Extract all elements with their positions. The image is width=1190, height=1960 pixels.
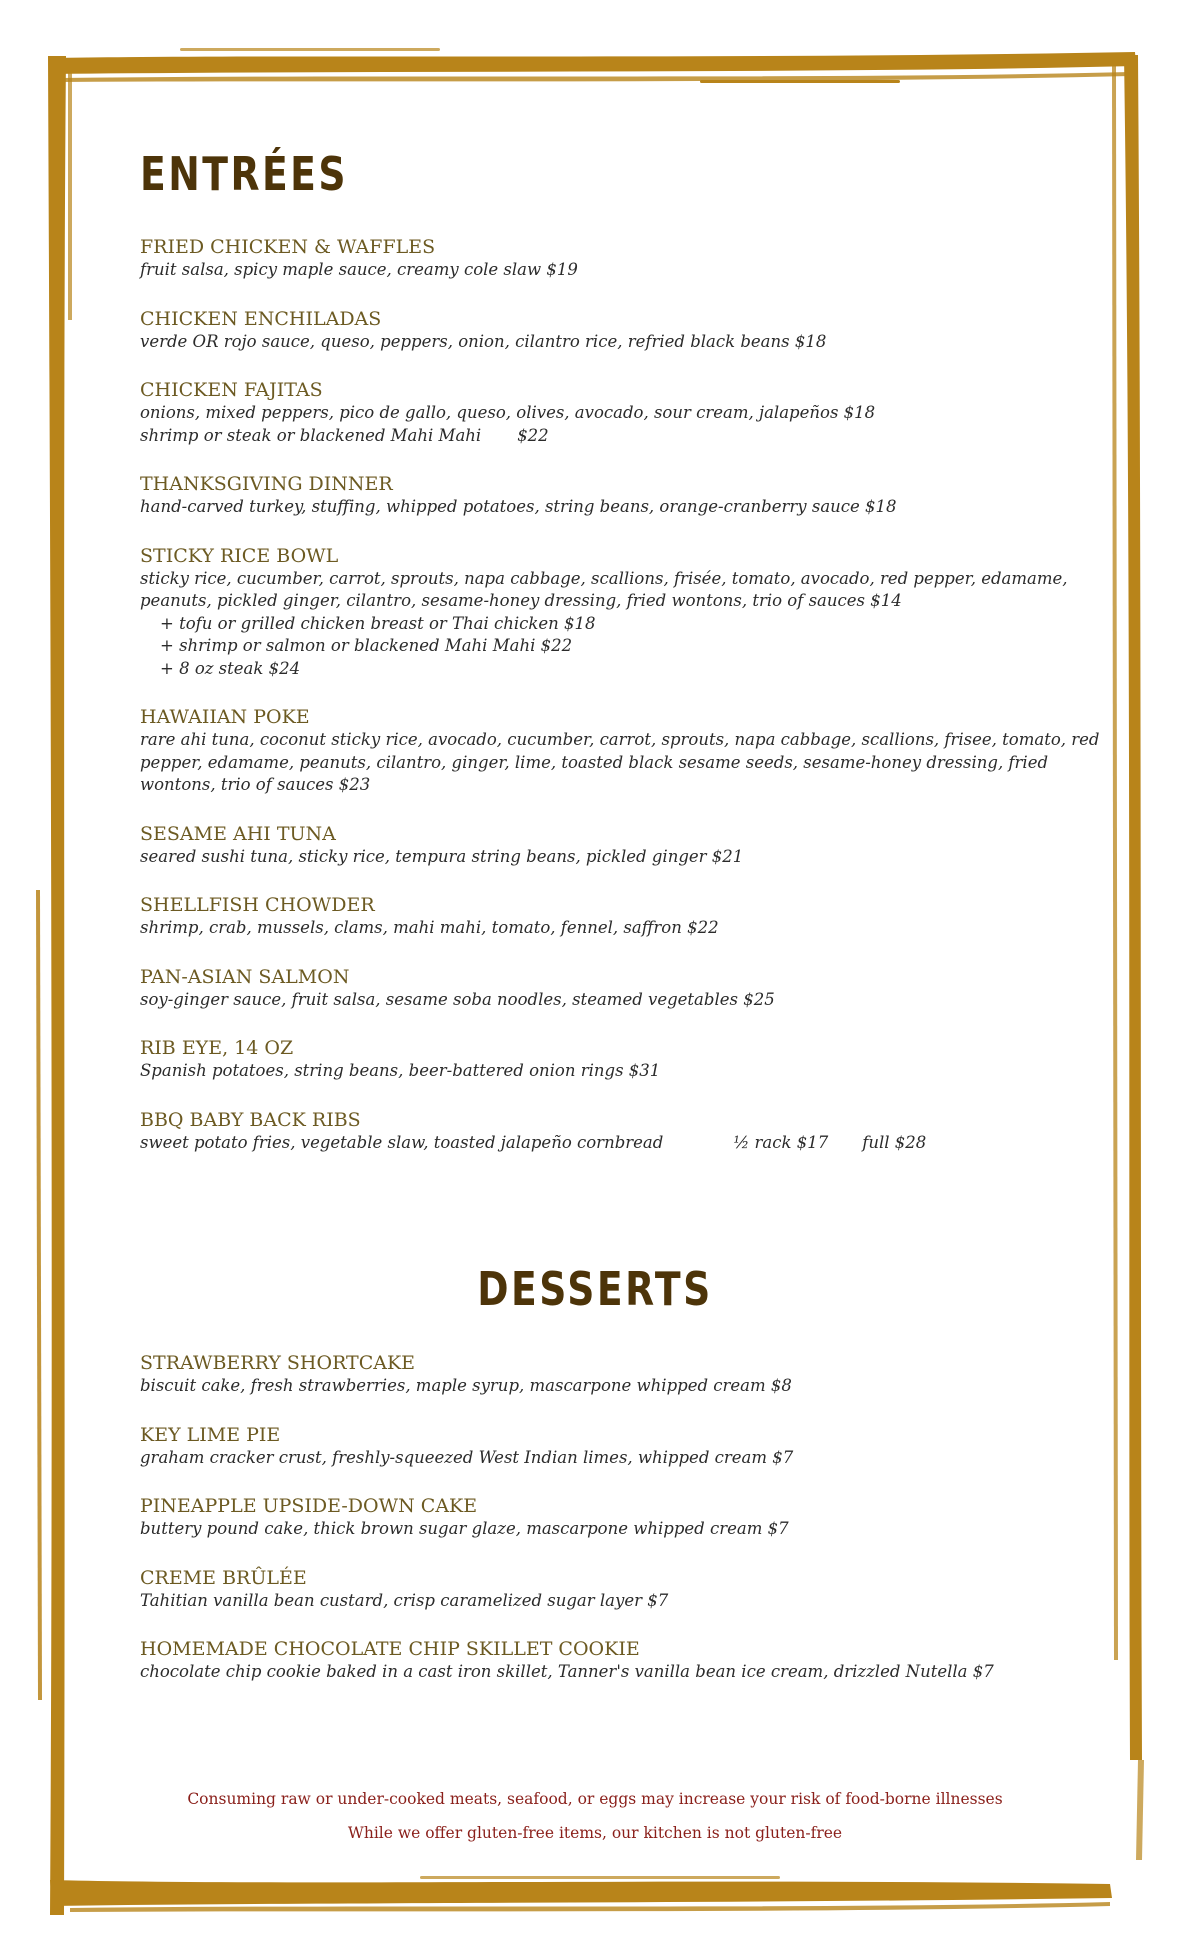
food-safety-notice: Consuming raw or under-cooked meats, seafood, or eggs may increase your risk of food-borne illnesses <box>187 1790 1003 1808</box>
item-description <box>140 1132 1080 1155</box>
description-text: peanuts, pickled ginger, cilantro, sesame-honey dressing, fried wontons, trio of sauces $14 <box>140 591 902 610</box>
description-text: biscuit cake, fresh strawberries, maple syrup, mascarpone whipped cream $8 <box>140 1376 792 1395</box>
item-description <box>140 259 1080 282</box>
description-text: fruit salsa, spicy maple sauce, creamy cole slaw $19 <box>140 260 578 279</box>
item-name: CREME BRÛLÉE <box>140 1566 307 1589</box>
description-text: onions, mixed peppers, pico de gallo, queso, olives, avocado, sour cream, jalapeños $18 <box>140 403 876 422</box>
item-description <box>140 752 1080 775</box>
menu-item <box>140 379 1080 447</box>
item-description <box>140 729 1100 752</box>
description-text: wontons, trio of sauces $23 <box>140 775 371 794</box>
item-description <box>140 635 1080 658</box>
item-name: SESAME AHI TUNA <box>140 822 336 845</box>
description-text: shrimp, crab, mussels, clams, mahi mahi, tomato, fennel, saffron $22 <box>140 918 719 937</box>
menu-item <box>140 1037 1080 1083</box>
price-label: $22 <box>517 425 549 445</box>
price-label: full $28 <box>862 1132 927 1152</box>
desserts-heading: DESSERTS <box>477 1262 713 1316</box>
menu-item <box>140 308 1080 354</box>
item-description <box>140 590 1080 613</box>
item-description <box>140 846 1080 869</box>
desserts-list <box>140 1352 1080 1710</box>
item-name: STRAWBERRY SHORTCAKE <box>140 1352 416 1374</box>
item-name: STICKY RICE BOWL <box>140 544 339 567</box>
description-text: Tahitian vanilla bean custard, crisp caramelized sugar layer $7 <box>140 1590 669 1610</box>
menu-item <box>140 894 1080 940</box>
item-description <box>140 1375 1080 1398</box>
description-text: sweet potato fries, vegetable slaw, toasted jalapeño cornbread <box>140 1132 664 1152</box>
item-description <box>140 1518 1080 1541</box>
item-description <box>140 613 1080 636</box>
description-text: soy-ginger sauce, fruit salsa, sesame soba noodles, steamed vegetables $25 <box>140 989 775 1009</box>
description-text: chocolate chip cookie baked in a cast iron skillet, Tanner's vanilla bean ice cream, drizzled Nutella $7 <box>140 1662 994 1681</box>
item-name: FRIED CHICKEN & WAFFLES <box>140 236 436 258</box>
description-text: Spanish potatoes, string beans, beer-battered onion rings $31 <box>140 1061 661 1080</box>
item-name: PINEAPPLE UPSIDE-DOWN CAKE <box>140 1495 478 1517</box>
item-description <box>140 1590 1080 1613</box>
item-name: CHICKEN ENCHILADAS <box>140 307 382 330</box>
item-name: PAN-ASIAN SALMON <box>140 965 350 988</box>
item-description <box>140 402 1080 425</box>
menu-item <box>140 1567 1080 1613</box>
menu-item <box>140 966 1080 1012</box>
menu-item <box>140 1109 1080 1155</box>
description-text: + 8 oz steak $24 <box>160 658 301 678</box>
item-description <box>140 425 1080 448</box>
item-name: THANKSGIVING DINNER <box>140 473 393 495</box>
item-name: CHICKEN FAJITAS <box>140 379 323 401</box>
description-text: seared sushi tuna, sticky rice, tempura string beans, pickled ginger $21 <box>140 846 744 866</box>
description-text: shrimp or steak or blackened Mahi Mahi <box>140 425 482 445</box>
item-description <box>140 989 1080 1012</box>
menu-item <box>140 236 1080 282</box>
item-name: KEY LIME PIE <box>140 1423 281 1446</box>
menu-item <box>140 1424 1080 1470</box>
description-text: hand-carved turkey, stuffing, whipped potatoes, string beans, orange-cranberry sauce $18 <box>140 497 897 516</box>
item-description <box>140 496 1080 519</box>
entrees-heading: ENTRÉES <box>140 147 349 201</box>
menu-item <box>140 706 1100 797</box>
description-text: rare ahi tuna, coconut sticky rice, avocado, cucumber, carrot, sprouts, napa cabbage, scallions, frisee, tomato, red <box>140 730 1100 749</box>
menu-item <box>140 823 1080 869</box>
item-description <box>140 774 1080 797</box>
item-description <box>140 331 1080 354</box>
price-label: ½ rack $17 <box>733 1132 829 1152</box>
item-name: SHELLFISH CHOWDER <box>140 894 375 916</box>
description-text: buttery pound cake, thick brown sugar glaze, mascarpone whipped cream $7 <box>140 1519 789 1538</box>
item-description <box>140 568 1080 591</box>
description-text: pepper, edamame, peanuts, cilantro, ginger, lime, toasted black sesame seeds, sesame-honey dressing, fried <box>140 752 1049 772</box>
gluten-free-notice: While we offer gluten-free items, our kitchen is not gluten-free <box>347 1824 843 1842</box>
menu-item <box>140 1495 1080 1541</box>
description-text: verde OR rojo sauce, queso, peppers, onion, cilantro rice, refried black beans $18 <box>140 331 827 351</box>
item-name: RIB EYE, 14 OZ <box>140 1037 294 1059</box>
item-name: HAWAIIAN POKE <box>140 706 310 728</box>
description-text: sticky rice, cucumber, carrot, sprouts, napa cabbage, scallions, frisée, tomato, avocado, red pepper, edamame, <box>140 568 1068 588</box>
menu-item <box>140 1352 1080 1398</box>
item-description <box>140 658 1080 681</box>
item-description <box>140 1060 1080 1083</box>
item-description <box>140 917 1080 940</box>
menu-item <box>140 1638 1080 1684</box>
menu-item <box>140 545 1080 681</box>
description-text: graham cracker crust, freshly-squeezed West Indian limes, whipped cream $7 <box>140 1447 794 1467</box>
menu-item <box>140 473 1080 519</box>
item-description <box>140 1447 1080 1470</box>
entrees-list <box>140 236 1100 1180</box>
description-text: + tofu or grilled chicken breast or Thai chicken $18 <box>160 613 596 633</box>
item-name: HOMEMADE CHOCOLATE CHIP SKILLET COOKIE <box>140 1638 640 1660</box>
description-text: + shrimp or salmon or blackened Mahi Mahi $22 <box>160 636 573 655</box>
item-description <box>140 1661 1080 1684</box>
item-name: BBQ BABY BACK RIBS <box>140 1108 361 1131</box>
